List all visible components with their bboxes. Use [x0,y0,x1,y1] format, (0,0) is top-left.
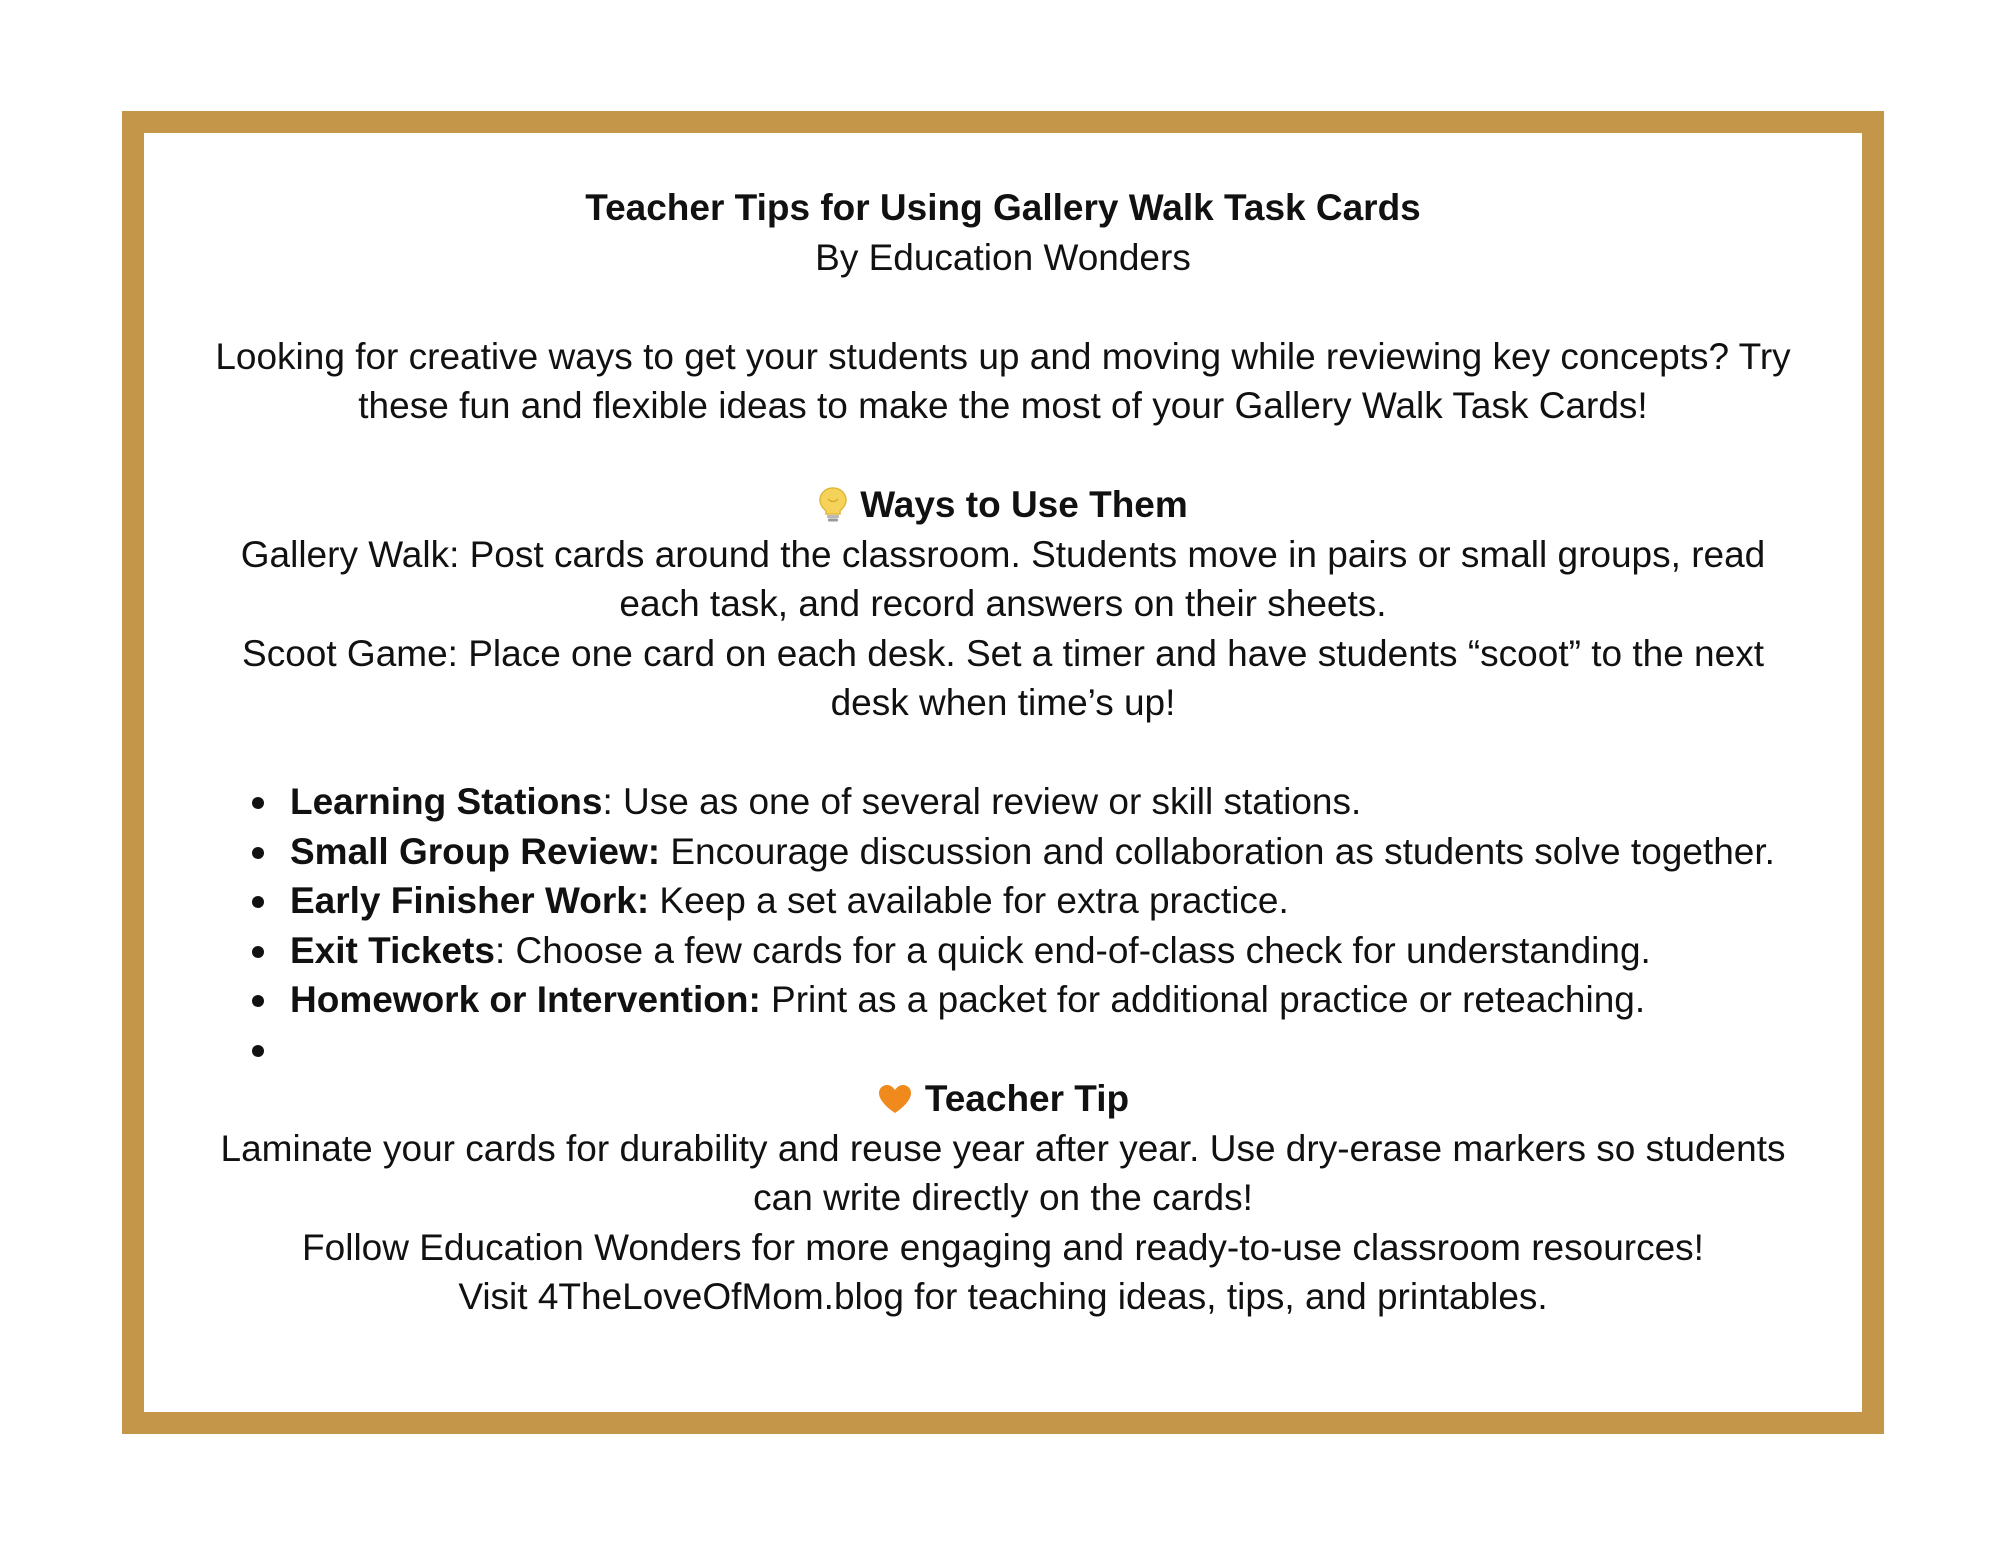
card-content [214,183,1792,1392]
spacer [214,431,1792,481]
tip-label: Exit Tickets [290,929,495,971]
heart-icon [877,1083,913,1115]
tip-text: Print as a packet for additional practice or reteaching. [760,979,1646,1020]
tip-label: Early Finisher Work: [290,880,650,921]
list-item [250,926,1792,976]
teacher-tip-body: Laminate your cards for durability and reuse year after year. Use dry-erase markers so students can write directly on the cards! [220,1127,1786,1218]
tip-label: Learning Stations [290,781,603,822]
visit-text: Visit 4TheLoveOfMom.blog for teaching ideas, tips, and printables. [458,1276,1548,1317]
tips-list [214,777,1792,1074]
spacer [214,282,1792,332]
tip-label: Homework or Intervention: [290,979,761,1020]
page-title: Teacher Tips for Using Gallery Walk Task Cards [585,187,1421,228]
tip-label: Small Group Review: [290,830,661,872]
list-item-empty [250,1025,1792,1075]
list-item [250,975,1792,1025]
byline: By Education Wonders [815,236,1191,278]
tip-text: Encourage discussion and collaboration as students solve together. [660,830,1775,872]
tip-text: : Use as one of several review or skill stations. [602,781,1362,822]
ways-heading-label: Ways to Use Them [860,484,1188,525]
spacer [214,728,1792,778]
follow-text: Follow Education Wonders for more engaging and ready-to-use classroom resources! [302,1226,1704,1268]
ways-heading [214,480,1792,530]
lightbulb-icon [818,486,848,524]
tip-text: Keep a set available for extra practice. [649,880,1289,921]
list-item [250,827,1792,877]
teacher-tip-heading [214,1074,1792,1124]
card-frame [122,111,1884,1434]
tip-text: : Choose a few cards for a quick end-of-class check for understanding. [494,929,1651,971]
scoot-game-text: Scoot Game: Place one card on each desk. Set a timer and have students “scoot” to the next desk when time’s up! [242,632,1764,723]
list-item [250,777,1792,827]
list-item [250,876,1792,926]
teacher-tip-heading-label: Teacher Tip [924,1078,1130,1119]
gallery-walk-text: Gallery Walk: Post cards around the classroom. Students move in pairs or small groups, read each task, and record answers on their sheets. [240,533,1766,624]
intro-paragraph: Looking for creative ways to get your students up and moving while reviewing key concepts? Try these fun and flexible ideas to make the most of your Gallery Walk Task Cards! [215,335,1791,426]
